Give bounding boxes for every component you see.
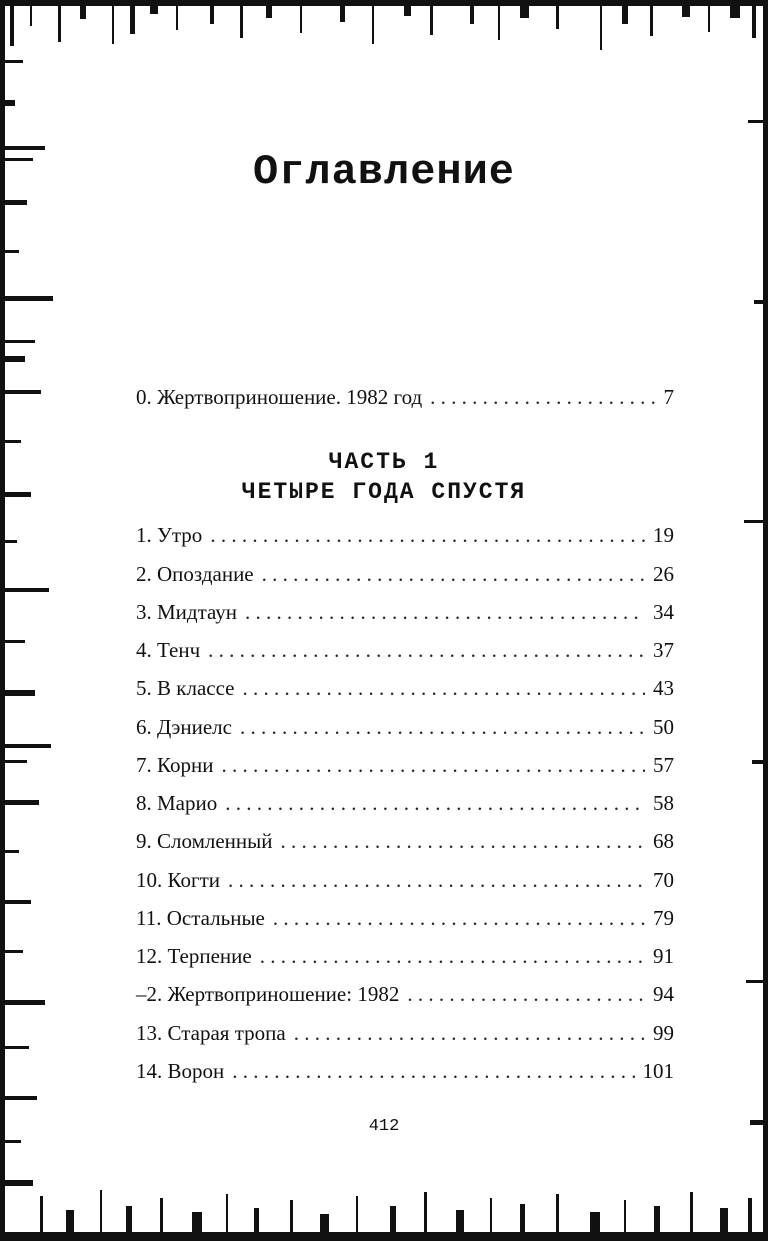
dot-leader xyxy=(232,1056,634,1086)
toc-entry-label: 5. В классе xyxy=(136,676,235,700)
toc-entry-label: 14. Ворон xyxy=(136,1059,225,1083)
toc-entry[interactable] xyxy=(136,979,674,1009)
toc-entry[interactable] xyxy=(136,941,674,971)
toc-entry-page: 43 xyxy=(653,676,674,700)
dot-leader xyxy=(225,788,645,818)
toc-entry[interactable] xyxy=(136,1018,674,1048)
dot-leader xyxy=(240,712,645,742)
dot-leader xyxy=(208,635,645,665)
toc-entry-page: 57 xyxy=(653,753,674,777)
toc-entry-label: 10. Когти xyxy=(136,868,220,892)
toc-entry-page: 50 xyxy=(653,715,674,739)
toc-entry[interactable] xyxy=(136,712,674,742)
toc-entry[interactable] xyxy=(136,788,674,818)
toc-entry-label: 4. Тенч xyxy=(136,638,201,662)
dot-leader xyxy=(407,979,645,1009)
toc-entry[interactable] xyxy=(136,750,674,780)
toc-entry[interactable] xyxy=(136,826,674,856)
dot-leader xyxy=(210,520,645,550)
toc-entry-page: 94 xyxy=(653,982,674,1006)
toc-entry-label: 7. Корни xyxy=(136,753,214,777)
toc-entry[interactable] xyxy=(136,1056,674,1086)
toc-entry-page: 91 xyxy=(653,944,674,968)
toc-entry-page: 58 xyxy=(653,791,674,815)
page-number: 412 xyxy=(368,1117,400,1136)
toc-entry[interactable] xyxy=(136,865,674,895)
dot-leader xyxy=(245,597,645,627)
toc-entry-page: 26 xyxy=(653,562,674,586)
toc-entry-label: 13. Старая тропа xyxy=(136,1021,286,1045)
toc-entry-label: 0. Жертвоприношение. 1982 год xyxy=(136,385,423,409)
toc-entry-page: 79 xyxy=(653,906,674,930)
toc-entry[interactable] xyxy=(136,635,674,665)
dot-leader xyxy=(242,673,645,703)
dot-leader xyxy=(221,750,645,780)
dot-leader xyxy=(260,941,645,971)
toc-entry[interactable] xyxy=(136,903,674,933)
toc-entry-page: 101 xyxy=(642,1059,674,1083)
toc-entry-page: 7 xyxy=(663,385,674,409)
toc-entry-page: 19 xyxy=(653,523,674,547)
dot-leader xyxy=(273,903,645,933)
toc-entry-page: 34 xyxy=(653,600,674,624)
toc-entry-page: 99 xyxy=(653,1021,674,1045)
toc-entry-prologue[interactable] xyxy=(136,382,674,412)
toc-entry[interactable] xyxy=(136,520,674,550)
toc-entry-page: 70 xyxy=(653,868,674,892)
toc-entry-label: 2. Опоздание xyxy=(136,562,254,586)
toc-entry-page: 68 xyxy=(653,829,674,853)
dot-leader xyxy=(294,1018,645,1048)
toc-entry-label: 9. Сломленный xyxy=(136,829,273,853)
toc-entry-label: 8. Марио xyxy=(136,791,218,815)
toc-entry-label: 1. Утро xyxy=(136,523,203,547)
toc-entry[interactable] xyxy=(136,673,674,703)
toc-entry-label: 11. Остальные xyxy=(136,906,265,930)
dot-leader xyxy=(430,382,655,412)
dot-leader xyxy=(228,865,645,895)
toc-entry-label: 6. Дэниелс xyxy=(136,715,232,739)
page-title: Оглавление xyxy=(252,148,516,196)
toc-entry[interactable] xyxy=(136,559,674,589)
toc-entry[interactable] xyxy=(136,597,674,627)
dot-leader xyxy=(281,826,646,856)
toc-entry-label: –2. Жертвоприношение: 1982 xyxy=(136,982,400,1006)
toc-entry-label: 3. Мидтаун xyxy=(136,600,238,624)
part-heading-number: ЧАСТЬ 1 xyxy=(328,449,440,475)
dot-leader xyxy=(262,559,645,589)
toc-entry-label: 12. Терпение xyxy=(136,944,252,968)
part-heading-title: ЧЕТЫРЕ ГОДА СПУСТЯ xyxy=(241,479,527,505)
toc-entry-page: 37 xyxy=(653,638,674,662)
